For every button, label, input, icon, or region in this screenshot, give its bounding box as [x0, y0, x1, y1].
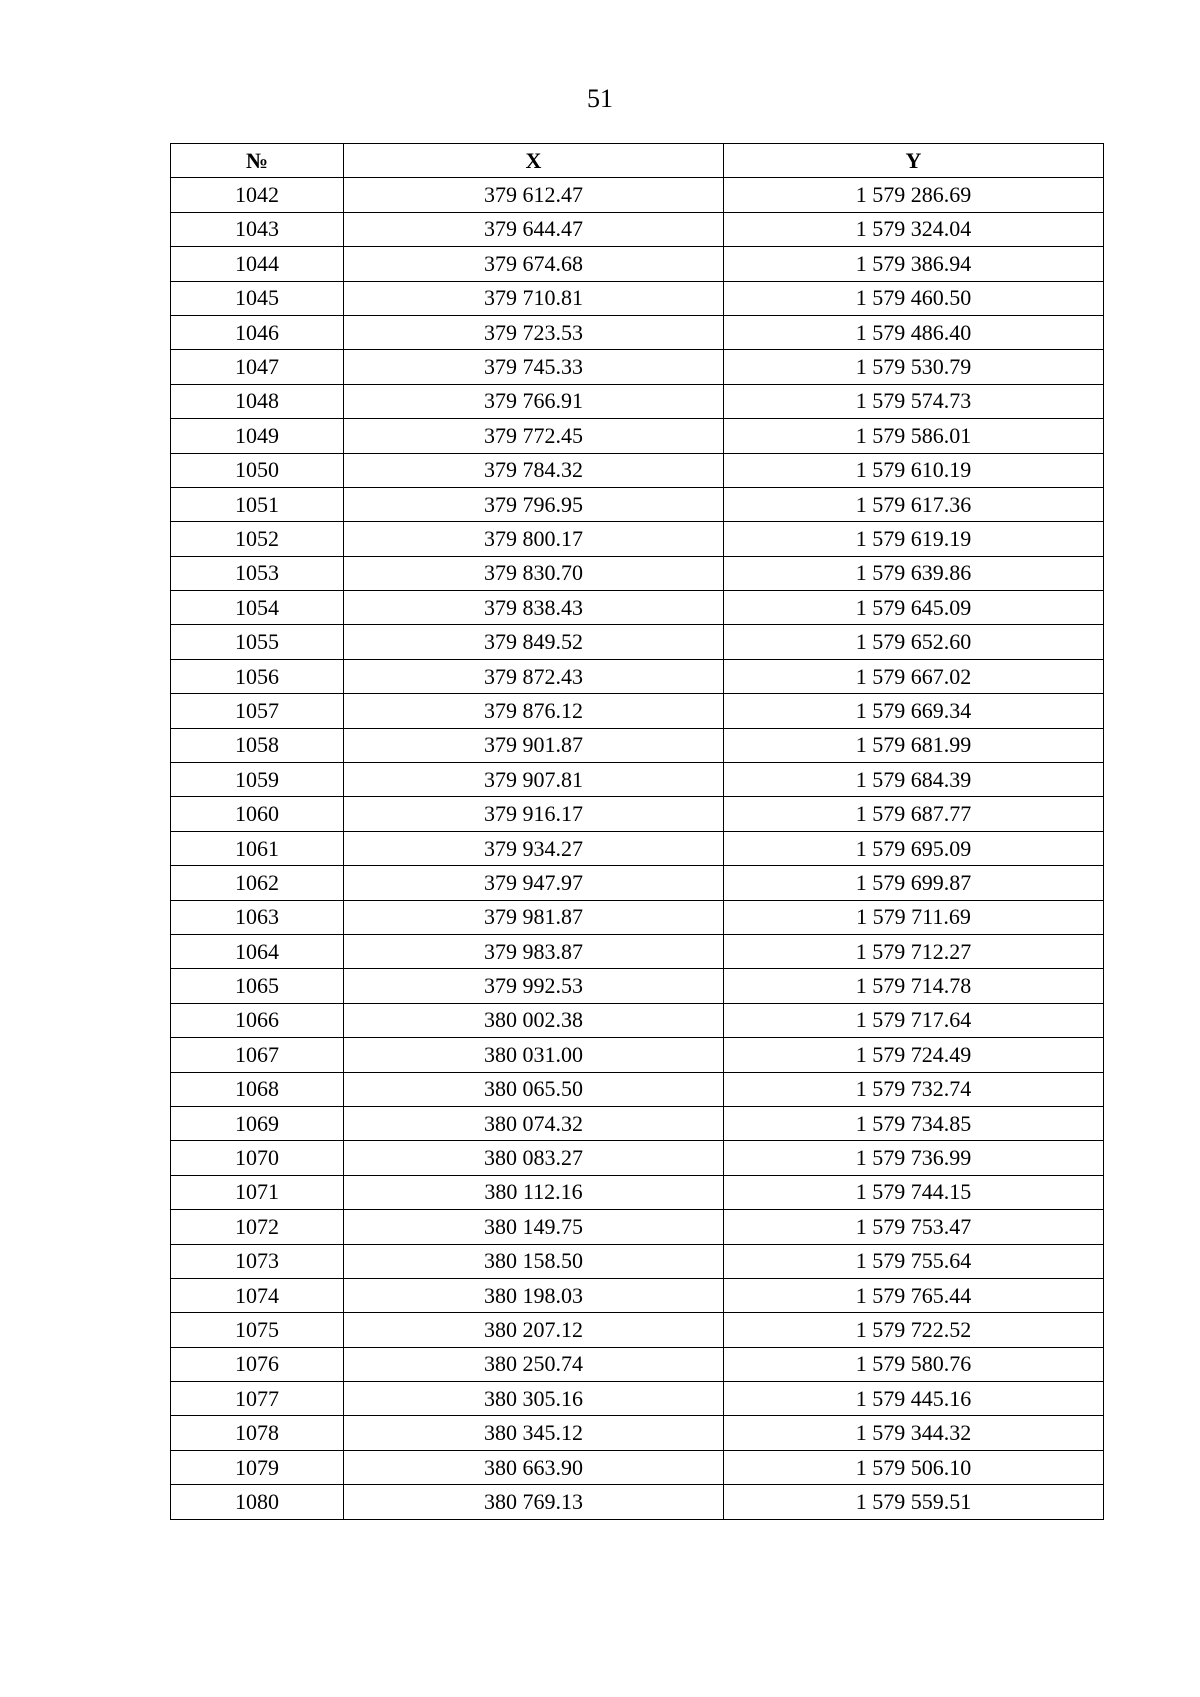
cell-number: 1051: [171, 487, 344, 521]
cell-x: 380 112.16: [344, 1175, 724, 1209]
table-row: [171, 1416, 1104, 1450]
table-row: [171, 1038, 1104, 1072]
cell-number: 1047: [171, 350, 344, 384]
cell-x: 380 074.32: [344, 1106, 724, 1140]
cell-number: 1062: [171, 866, 344, 900]
column-header-x: X: [344, 144, 724, 178]
cell-y: 1 579 574.73: [724, 384, 1104, 418]
cell-y: 1 579 619.19: [724, 522, 1104, 556]
cell-y: 1 579 652.60: [724, 625, 1104, 659]
cell-x: 380 198.03: [344, 1278, 724, 1312]
cell-y: 1 579 610.19: [724, 453, 1104, 487]
table-row: [171, 453, 1104, 487]
cell-number: 1074: [171, 1278, 344, 1312]
cell-y: 1 579 714.78: [724, 969, 1104, 1003]
cell-y: 1 579 687.77: [724, 797, 1104, 831]
cell-y: 1 579 732.74: [724, 1072, 1104, 1106]
table-row: [171, 1072, 1104, 1106]
cell-number: 1059: [171, 763, 344, 797]
table-row: [171, 487, 1104, 521]
table-row: [171, 1382, 1104, 1416]
table-row: [171, 419, 1104, 453]
cell-number: 1070: [171, 1141, 344, 1175]
table-row: [171, 1106, 1104, 1140]
table-row: [171, 212, 1104, 246]
cell-x: 379 934.27: [344, 831, 724, 865]
cell-x: 380 345.12: [344, 1416, 724, 1450]
cell-x: 380 002.38: [344, 1003, 724, 1037]
cell-x: 379 907.81: [344, 763, 724, 797]
table-row: [171, 522, 1104, 556]
cell-x: 380 207.12: [344, 1313, 724, 1347]
cell-number: 1045: [171, 281, 344, 315]
cell-number: 1068: [171, 1072, 344, 1106]
cell-x: 379 872.43: [344, 659, 724, 693]
cell-y: 1 579 667.02: [724, 659, 1104, 693]
cell-number: 1073: [171, 1244, 344, 1278]
cell-x: 379 766.91: [344, 384, 724, 418]
page-number: 51: [587, 84, 613, 113]
table-row: [171, 934, 1104, 968]
cell-y: 1 579 744.15: [724, 1175, 1104, 1209]
table-row: [171, 556, 1104, 590]
cell-y: 1 579 617.36: [724, 487, 1104, 521]
cell-y: 1 579 530.79: [724, 350, 1104, 384]
cell-number: 1069: [171, 1106, 344, 1140]
cell-x: 379 916.17: [344, 797, 724, 831]
cell-number: 1066: [171, 1003, 344, 1037]
cell-x: 379 983.87: [344, 934, 724, 968]
cell-y: 1 579 681.99: [724, 728, 1104, 762]
cell-x: 380 158.50: [344, 1244, 724, 1278]
table-row: [171, 659, 1104, 693]
table-row: [171, 1175, 1104, 1209]
cell-x: 380 305.16: [344, 1382, 724, 1416]
cell-number: 1048: [171, 384, 344, 418]
table-row: [171, 247, 1104, 281]
cell-number: 1079: [171, 1450, 344, 1484]
table-row: [171, 384, 1104, 418]
cell-number: 1049: [171, 419, 344, 453]
cell-y: 1 579 669.34: [724, 694, 1104, 728]
table-row: [171, 797, 1104, 831]
cell-x: 380 663.90: [344, 1450, 724, 1484]
cell-number: 1053: [171, 556, 344, 590]
cell-number: 1060: [171, 797, 344, 831]
cell-x: 379 992.53: [344, 969, 724, 1003]
cell-number: 1042: [171, 178, 344, 212]
cell-y: 1 579 586.01: [724, 419, 1104, 453]
table-row: [171, 694, 1104, 728]
cell-y: 1 579 736.99: [724, 1141, 1104, 1175]
cell-y: 1 579 724.49: [724, 1038, 1104, 1072]
cell-y: 1 579 506.10: [724, 1450, 1104, 1484]
cell-number: 1072: [171, 1210, 344, 1244]
cell-y: 1 579 711.69: [724, 900, 1104, 934]
cell-y: 1 579 559.51: [724, 1485, 1104, 1519]
table-row: [171, 728, 1104, 762]
cell-x: 380 031.00: [344, 1038, 724, 1072]
table-row: [171, 969, 1104, 1003]
cell-y: 1 579 712.27: [724, 934, 1104, 968]
cell-number: 1043: [171, 212, 344, 246]
cell-number: 1058: [171, 728, 344, 762]
table-row: [171, 1210, 1104, 1244]
cell-number: 1064: [171, 934, 344, 968]
cell-x: 379 876.12: [344, 694, 724, 728]
cell-y: 1 579 324.04: [724, 212, 1104, 246]
cell-number: 1056: [171, 659, 344, 693]
cell-y: 1 579 755.64: [724, 1244, 1104, 1278]
table-row: [171, 178, 1104, 212]
cell-y: 1 579 753.47: [724, 1210, 1104, 1244]
cell-number: 1061: [171, 831, 344, 865]
cell-y: 1 579 639.86: [724, 556, 1104, 590]
cell-y: 1 579 445.16: [724, 1382, 1104, 1416]
cell-y: 1 579 699.87: [724, 866, 1104, 900]
cell-x: 379 849.52: [344, 625, 724, 659]
cell-y: 1 579 684.39: [724, 763, 1104, 797]
cell-x: 379 838.43: [344, 591, 724, 625]
cell-x: 379 772.45: [344, 419, 724, 453]
cell-y: 1 579 580.76: [724, 1347, 1104, 1381]
table-row: [171, 315, 1104, 349]
cell-x: 379 723.53: [344, 315, 724, 349]
cell-number: 1065: [171, 969, 344, 1003]
cell-x: 379 644.47: [344, 212, 724, 246]
table-row: [171, 281, 1104, 315]
cell-y: 1 579 695.09: [724, 831, 1104, 865]
cell-x: 380 149.75: [344, 1210, 724, 1244]
column-header-number: №: [171, 144, 344, 178]
cell-number: 1067: [171, 1038, 344, 1072]
cell-x: 379 830.70: [344, 556, 724, 590]
cell-x: 380 065.50: [344, 1072, 724, 1106]
cell-x: 380 769.13: [344, 1485, 724, 1519]
cell-y: 1 579 717.64: [724, 1003, 1104, 1037]
cell-x: 379 710.81: [344, 281, 724, 315]
cell-x: 379 674.68: [344, 247, 724, 281]
cell-number: 1063: [171, 900, 344, 934]
table-row: [171, 1278, 1104, 1312]
cell-x: 380 083.27: [344, 1141, 724, 1175]
table-row: [171, 625, 1104, 659]
cell-number: 1054: [171, 591, 344, 625]
cell-x: 379 784.32: [344, 453, 724, 487]
table-header: [171, 144, 1104, 178]
cell-y: 1 579 765.44: [724, 1278, 1104, 1312]
cell-number: 1057: [171, 694, 344, 728]
cell-y: 1 579 344.32: [724, 1416, 1104, 1450]
table-row: [171, 866, 1104, 900]
cell-number: 1080: [171, 1485, 344, 1519]
cell-y: 1 579 722.52: [724, 1313, 1104, 1347]
cell-number: 1075: [171, 1313, 344, 1347]
cell-number: 1046: [171, 315, 344, 349]
cell-x: 379 947.97: [344, 866, 724, 900]
table-row: [171, 1313, 1104, 1347]
cell-x: 379 800.17: [344, 522, 724, 556]
cell-y: 1 579 486.40: [724, 315, 1104, 349]
table-row: [171, 1003, 1104, 1037]
column-header-y: Y: [724, 144, 1104, 178]
cell-y: 1 579 645.09: [724, 591, 1104, 625]
table-row: [171, 591, 1104, 625]
cell-y: 1 579 734.85: [724, 1106, 1104, 1140]
cell-x: 379 981.87: [344, 900, 724, 934]
table-row: [171, 763, 1104, 797]
cell-x: 379 901.87: [344, 728, 724, 762]
table-body: [171, 178, 1104, 1519]
cell-number: 1071: [171, 1175, 344, 1209]
table-row: [171, 831, 1104, 865]
cell-number: 1077: [171, 1382, 344, 1416]
cell-number: 1076: [171, 1347, 344, 1381]
cell-number: 1055: [171, 625, 344, 659]
cell-x: 380 250.74: [344, 1347, 724, 1381]
table-row: [171, 900, 1104, 934]
cell-x: 379 745.33: [344, 350, 724, 384]
table-row: [171, 1450, 1104, 1484]
table-row: [171, 1244, 1104, 1278]
cell-x: 379 796.95: [344, 487, 724, 521]
header-row: [171, 144, 1104, 178]
cell-number: 1052: [171, 522, 344, 556]
cell-number: 1078: [171, 1416, 344, 1450]
cell-y: 1 579 286.69: [724, 178, 1104, 212]
cell-y: 1 579 460.50: [724, 281, 1104, 315]
table-row: [171, 1485, 1104, 1519]
cell-number: 1044: [171, 247, 344, 281]
cell-x: 379 612.47: [344, 178, 724, 212]
table-row: [171, 350, 1104, 384]
cell-y: 1 579 386.94: [724, 247, 1104, 281]
table-row: [171, 1141, 1104, 1175]
coordinates-table: [170, 143, 1104, 1520]
table-row: [171, 1347, 1104, 1381]
cell-number: 1050: [171, 453, 344, 487]
